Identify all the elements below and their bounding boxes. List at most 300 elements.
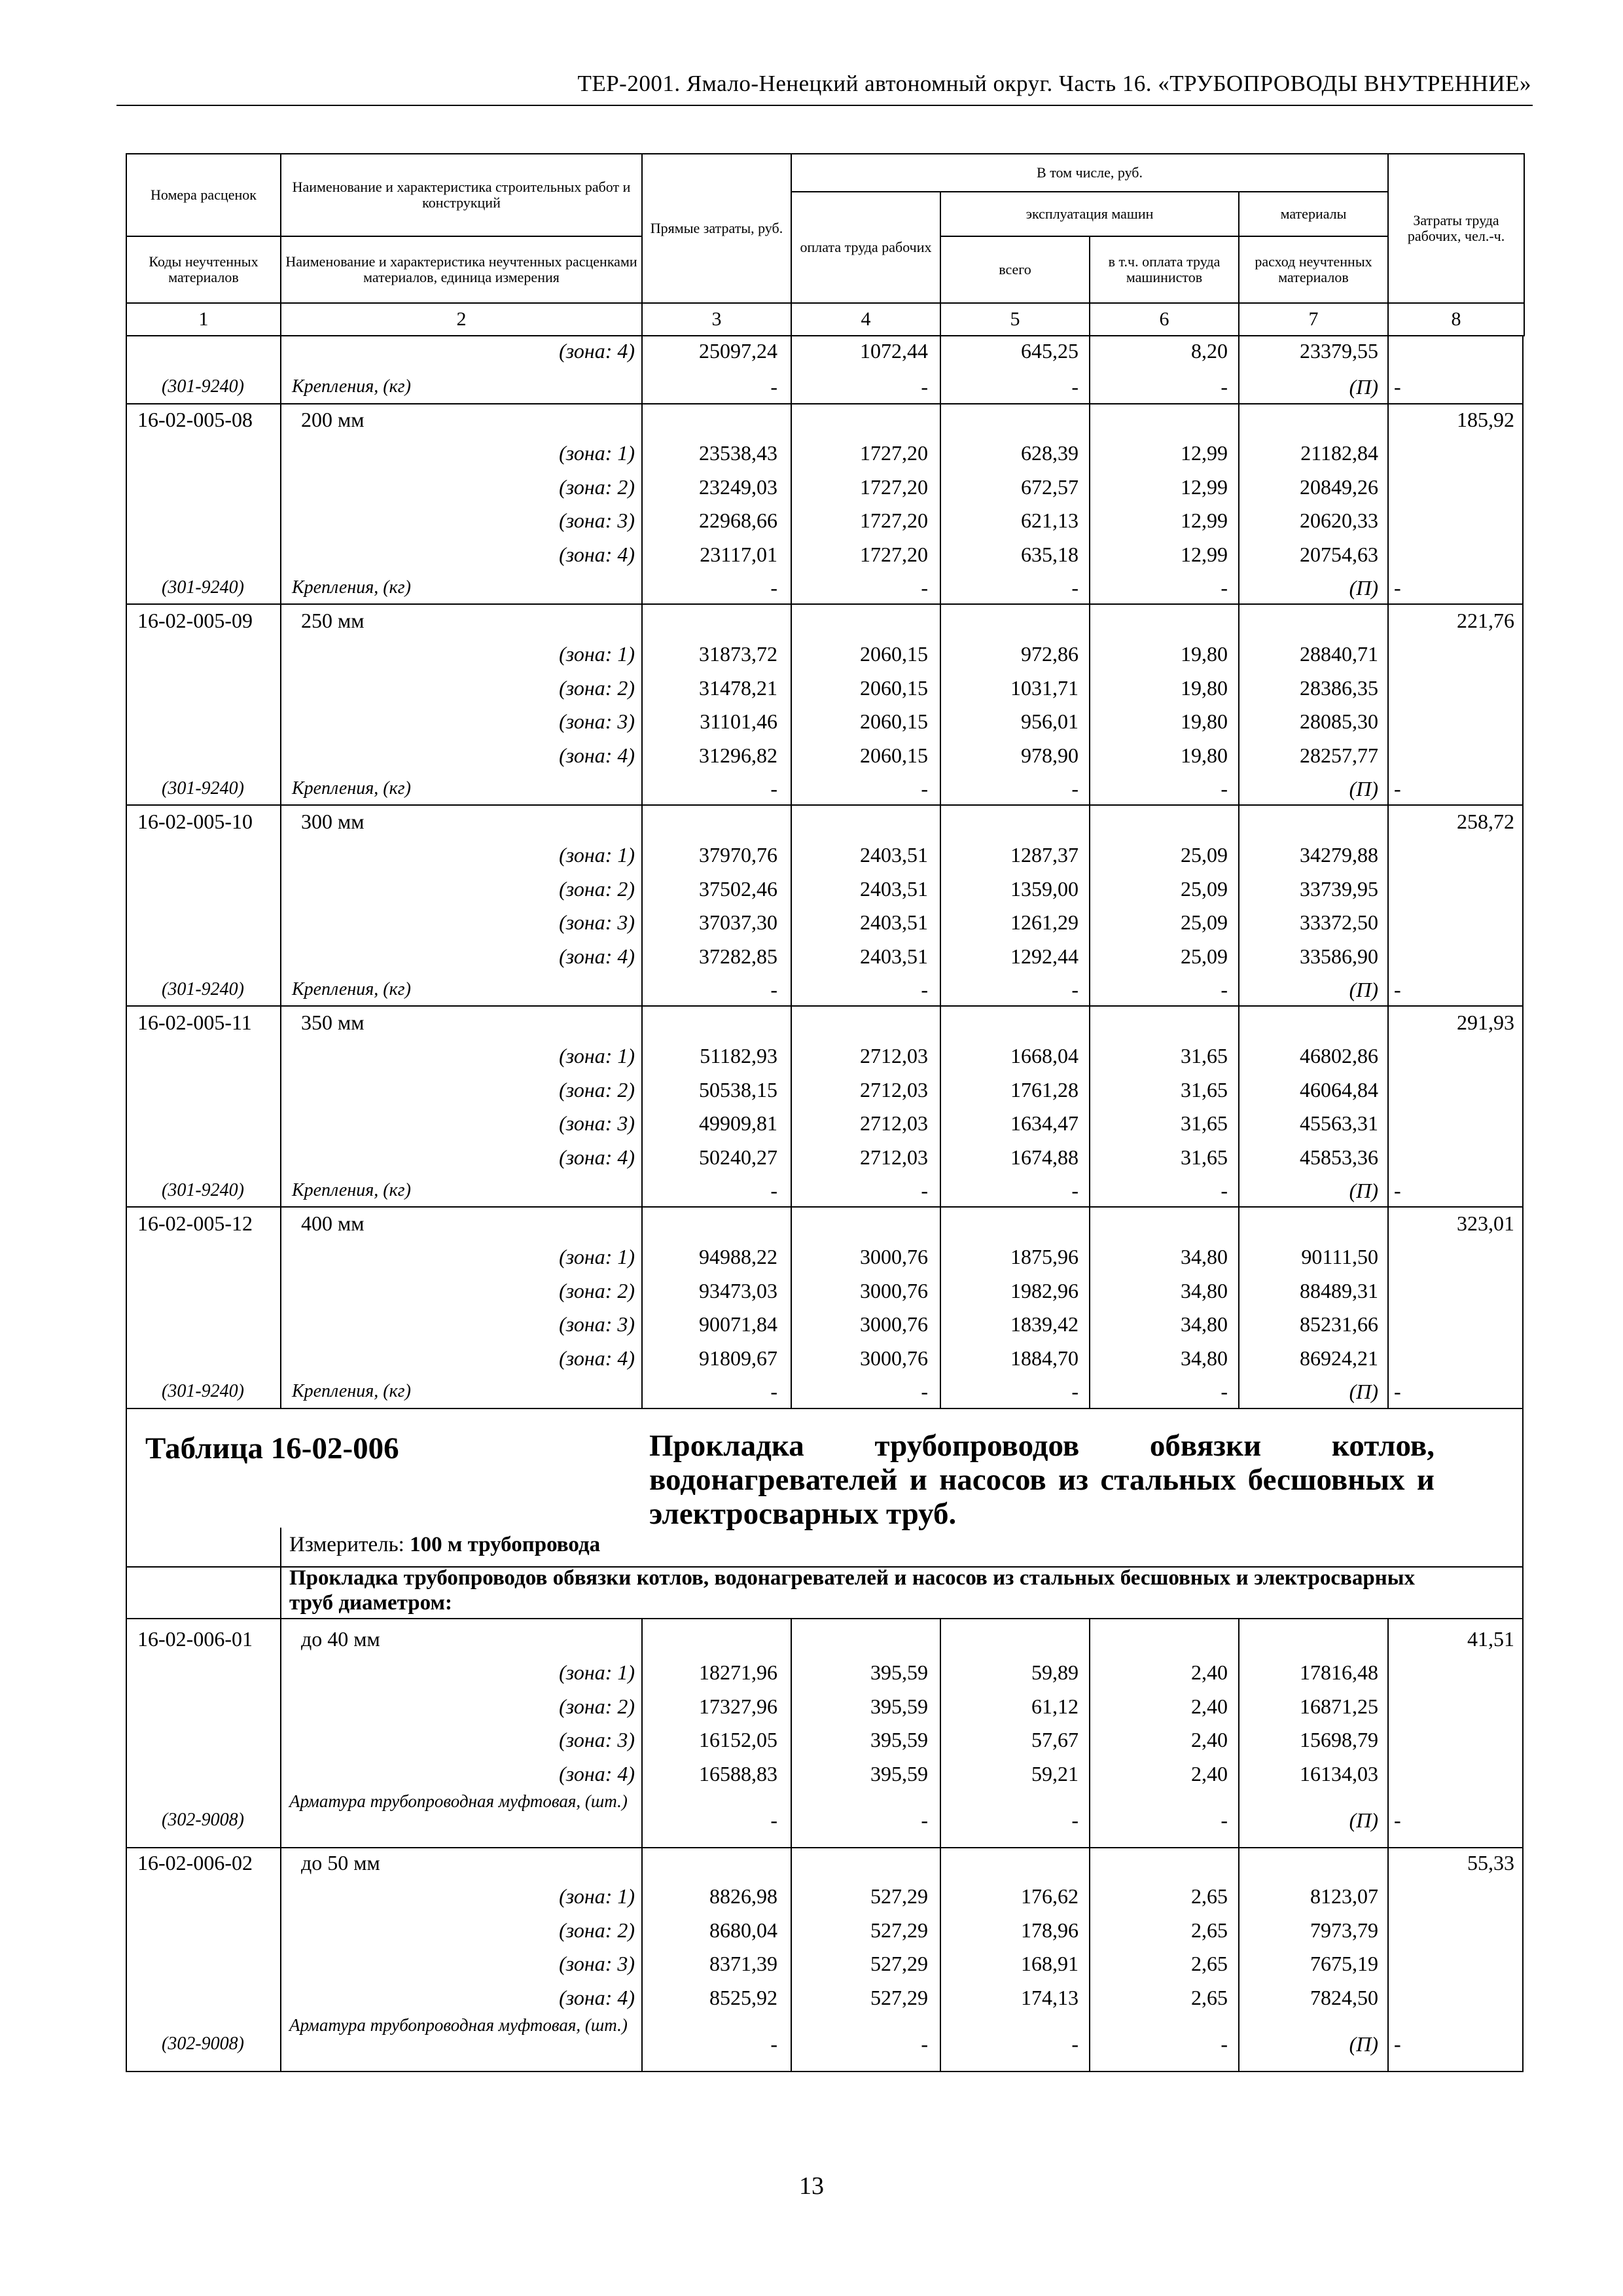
material-name: Арматура трубопроводная муфтовая, (шт.) (289, 1791, 628, 1811)
empty-dash: - (770, 1179, 777, 1202)
cost-value: 978,90 (1021, 743, 1079, 767)
cost-value: 61,12 (1031, 1694, 1079, 1718)
table-column-divider (791, 403, 792, 603)
cost-value: 31873,72 (699, 642, 777, 666)
col-code-header: Номера расценок (126, 154, 281, 236)
cost-value: 2403,51 (860, 910, 928, 935)
cost-value: 1072,44 (860, 339, 928, 363)
cost-value: 7675,19 (1310, 1952, 1378, 1976)
zone-label: (зона: 2) (559, 1278, 635, 1302)
cost-value: 7973,79 (1310, 1918, 1378, 1942)
cost-value: 12,99 (1181, 441, 1228, 465)
table-row-divider (126, 1005, 1524, 1007)
cost-value: 635,18 (1021, 542, 1079, 566)
cost-value: 2712,03 (860, 1111, 928, 1136)
table-column-divider (1387, 1005, 1389, 1206)
empty-dash: - (921, 978, 928, 1001)
cost-value: 33372,50 (1300, 910, 1378, 935)
col-number: 1 (126, 303, 281, 336)
cost-value: 37970,76 (699, 843, 777, 867)
cost-value: 25,09 (1181, 876, 1228, 901)
zone-label: (зона: 3) (559, 1111, 635, 1136)
cost-value: 19,80 (1181, 743, 1228, 767)
table-column-divider (280, 603, 281, 804)
cost-value: 25,09 (1181, 910, 1228, 935)
cost-value: 2060,15 (860, 709, 928, 734)
cost-value: 25097,24 (699, 339, 777, 363)
empty-dash: - (1071, 375, 1079, 399)
col-machines-total-header: всего (940, 236, 1090, 303)
labor-hours-value: 291,93 (1457, 1011, 1514, 1034)
table-column-divider (1387, 603, 1389, 804)
table-row-divider (126, 804, 1524, 806)
zone-label: (зона: 4) (559, 339, 635, 363)
meter-value: 100 м трубопровода (410, 1533, 601, 1556)
table-column-divider (641, 1618, 643, 1847)
cost-value: 176,62 (1021, 1884, 1079, 1909)
cost-value: 21182,84 (1300, 441, 1378, 465)
labor-hours-value: 323,01 (1457, 1211, 1514, 1235)
table-column-divider (1089, 336, 1090, 403)
cost-value: 2060,15 (860, 642, 928, 666)
table-column-divider (641, 804, 643, 1005)
table-column-divider (791, 1206, 792, 1408)
empty-dash: - (1221, 2032, 1228, 2056)
rate-code: 16-02-005-12 (137, 1211, 253, 1235)
cost-value: 16871,25 (1300, 1694, 1378, 1718)
col-number: 3 (642, 303, 791, 336)
cost-value: 3000,76 (860, 1245, 928, 1269)
rate-name: 250 мм (301, 609, 365, 632)
empty-dash: - (1221, 375, 1228, 399)
meter-label: Измеритель: (289, 1533, 404, 1556)
table-column-divider (791, 1847, 792, 2072)
cost-value: 1668,04 (1010, 1044, 1079, 1068)
cost-value: 33739,95 (1300, 876, 1378, 901)
table-column-divider (1238, 1618, 1240, 1847)
cost-value: 8,20 (1191, 339, 1228, 363)
zone-label: (зона: 4) (559, 743, 635, 767)
empty-dash: - (1394, 1380, 1401, 1403)
cost-value: 59,21 (1031, 1761, 1079, 1785)
cost-value: 2060,15 (860, 743, 928, 767)
cost-value: 31,65 (1181, 1077, 1228, 1102)
cost-value: 16152,05 (699, 1728, 777, 1752)
empty-dash: - (1394, 1179, 1401, 1202)
cost-value: 23538,43 (699, 441, 777, 465)
rate-code: 16-02-005-11 (137, 1011, 252, 1034)
cost-value: 527,29 (870, 1985, 928, 2009)
rate-code: 16-02-005-09 (137, 609, 253, 632)
table-row-divider (126, 403, 1524, 404)
empty-dash: - (1221, 978, 1228, 1001)
cost-value: 2403,51 (860, 876, 928, 901)
cost-value: 1727,20 (860, 542, 928, 566)
cost-value: 46802,86 (1300, 1044, 1378, 1068)
empty-dash: - (921, 777, 928, 800)
cost-value: 37282,85 (699, 944, 777, 968)
col-labor-header: оплата труда рабочих (791, 192, 940, 303)
cost-value: 28840,71 (1300, 642, 1378, 666)
table-column-divider (1089, 403, 1090, 603)
zone-label: (зона: 1) (559, 1884, 635, 1909)
empty-dash: - (770, 576, 777, 600)
cost-value: 3000,76 (860, 1278, 928, 1302)
cost-value: 956,01 (1021, 709, 1079, 734)
cost-value: 1287,37 (1010, 843, 1079, 867)
table-column-divider (641, 1206, 643, 1408)
table-column-divider (1089, 603, 1090, 804)
cost-value: 168,91 (1021, 1952, 1079, 1976)
zone-label: (зона: 3) (559, 1728, 635, 1752)
labor-hours-value: 41,51 (1467, 1627, 1514, 1651)
table-column-divider (1238, 403, 1240, 603)
rate-code: 16-02-006-01 (137, 1627, 253, 1651)
cost-value: 16134,03 (1300, 1761, 1378, 1785)
empty-dash: - (921, 1179, 928, 1202)
cost-value: 91809,67 (699, 1346, 777, 1370)
cost-value: 1634,47 (1010, 1111, 1079, 1136)
cost-value: 17816,48 (1300, 1660, 1378, 1685)
cost-value: 395,59 (870, 1761, 928, 1785)
table-row-divider (126, 1847, 1524, 1848)
zone-label: (зона: 3) (559, 1312, 635, 1336)
cost-value: 17327,96 (699, 1694, 777, 1718)
table-column-divider (1089, 1847, 1090, 2072)
section-description: Прокладка трубопроводов обвязки котлов, водонагревателей и насосов из стальных бесшовных и электросварных труб диаметром: (289, 1566, 1415, 1615)
cost-value: 19,80 (1181, 642, 1228, 666)
empty-dash: - (770, 777, 777, 800)
table-row-divider (126, 1408, 1524, 1409)
unaccounted-mark: (П) (1349, 1808, 1378, 1832)
table-column-divider (1387, 804, 1389, 1005)
cost-value: 1031,71 (1010, 675, 1079, 700)
cost-value: 31,65 (1181, 1111, 1228, 1136)
zone-label: (зона: 1) (559, 843, 635, 867)
table-column-divider (1238, 1206, 1240, 1408)
empty-dash: - (1394, 2032, 1401, 2056)
unaccounted-mark: (П) (1349, 576, 1378, 600)
empty-dash: - (1221, 1380, 1228, 1403)
table-column-divider (1238, 336, 1240, 403)
table-column-divider (1089, 1618, 1090, 1847)
col-number: 4 (791, 303, 940, 336)
material-code: (301-9240) (162, 1381, 244, 1401)
material-name: Крепления, (кг) (292, 1381, 411, 1401)
running-header: ТЕР-2001. Ямало-Ненецкий автономный округ. Часть 16. «ТРУБОПРОВОДЫ ВНУТРЕННИЕ» (577, 71, 1531, 96)
cost-value: 25,09 (1181, 843, 1228, 867)
col-machines-header: эксплуатация машин (940, 192, 1239, 236)
cost-value: 8826,98 (709, 1884, 777, 1909)
col-materials-header: материалы (1239, 192, 1388, 236)
empty-dash: - (1221, 1808, 1228, 1832)
cost-value: 3000,76 (860, 1346, 928, 1370)
zone-label: (зона: 3) (559, 910, 635, 935)
cost-value: 51182,93 (700, 1044, 777, 1068)
cost-value: 20754,63 (1300, 542, 1378, 566)
zone-label: (зона: 3) (559, 509, 635, 533)
empty-dash: - (770, 375, 777, 399)
table-column-divider (791, 603, 792, 804)
labor-hours-value: 221,76 (1457, 609, 1514, 632)
cost-value: 94988,22 (699, 1245, 777, 1269)
table-column-divider (641, 1005, 643, 1206)
cost-value: 2403,51 (860, 843, 928, 867)
zone-label: (зона: 1) (559, 1245, 635, 1269)
cost-value: 672,57 (1021, 475, 1079, 499)
table-column-divider (940, 336, 941, 403)
cost-value: 2,65 (1191, 1918, 1228, 1942)
table-column-divider (791, 1005, 792, 1206)
cost-value: 28257,77 (1300, 743, 1378, 767)
empty-dash: - (770, 1808, 777, 1832)
cost-value: 1359,00 (1010, 876, 1079, 901)
cost-value: 20849,26 (1300, 475, 1378, 499)
material-code: (301-9240) (162, 1180, 244, 1200)
cost-value: 178,96 (1021, 1918, 1079, 1942)
table-column-divider (940, 1847, 941, 2072)
cost-value: 527,29 (870, 1884, 928, 1909)
rate-code: 16-02-005-10 (137, 810, 253, 833)
cost-value: 1982,96 (1010, 1278, 1079, 1302)
cost-value: 45563,31 (1300, 1111, 1378, 1136)
table-column-divider (1387, 1206, 1389, 1408)
cost-value: 972,86 (1021, 642, 1079, 666)
table-column-divider (280, 403, 281, 603)
cost-value: 1839,42 (1010, 1312, 1079, 1336)
rate-name: 200 мм (301, 408, 365, 431)
col-number: 8 (1388, 303, 1524, 336)
cost-value: 59,89 (1031, 1660, 1079, 1685)
cost-value: 1884,70 (1010, 1346, 1079, 1370)
table-column-divider (280, 1206, 281, 1408)
rate-name: до 50 мм (301, 1851, 380, 1874)
cost-value: 85231,66 (1300, 1312, 1378, 1336)
rate-name: до 40 мм (301, 1627, 380, 1651)
cost-value: 34,80 (1181, 1346, 1228, 1370)
cost-value: 8680,04 (709, 1918, 777, 1942)
empty-dash: - (1071, 1380, 1079, 1403)
material-code: (301-9240) (162, 376, 244, 397)
table-column-divider (1238, 1847, 1240, 2072)
cost-value: 2403,51 (860, 944, 928, 968)
cost-value: 2060,15 (860, 675, 928, 700)
cost-value: 50240,27 (699, 1145, 777, 1169)
empty-dash: - (1221, 576, 1228, 600)
table-column-divider (1089, 804, 1090, 1005)
empty-dash: - (1221, 1179, 1228, 1202)
cost-value: 2712,03 (860, 1145, 928, 1169)
empty-dash: - (1071, 576, 1079, 600)
table-column-divider (280, 1528, 281, 1618)
cost-value: 34279,88 (1300, 843, 1378, 867)
cost-value: 20620,33 (1300, 509, 1378, 533)
material-name: Крепления, (кг) (292, 577, 411, 598)
empty-dash: - (770, 2032, 777, 2056)
cost-value: 31,65 (1181, 1145, 1228, 1169)
cost-value: 86924,21 (1300, 1346, 1378, 1370)
table-meter (289, 1533, 600, 1557)
table-column-divider (1387, 1847, 1389, 2072)
cost-value: 90071,84 (699, 1312, 777, 1336)
table-column-divider (1387, 403, 1389, 603)
cost-value: 37502,46 (699, 876, 777, 901)
unaccounted-mark: (П) (1349, 978, 1378, 1001)
empty-dash: - (1394, 576, 1401, 600)
cost-value: 88489,31 (1300, 1278, 1378, 1302)
unaccounted-mark: (П) (1349, 1179, 1378, 1202)
cost-value: 8123,07 (1310, 1884, 1378, 1909)
table-column-divider (641, 403, 643, 603)
zone-label: (зона: 2) (559, 876, 635, 901)
table-column-divider (940, 403, 941, 603)
material-code: (301-9240) (162, 979, 244, 999)
zone-label: (зона: 2) (559, 1918, 635, 1942)
table-column-divider (1238, 804, 1240, 1005)
empty-dash: - (770, 978, 777, 1001)
cost-value: 23379,55 (1300, 339, 1378, 363)
material-name: Крепления, (кг) (292, 979, 411, 999)
cost-value: 621,13 (1021, 509, 1079, 533)
zone-label: (зона: 4) (559, 542, 635, 566)
cost-value: 2,40 (1191, 1694, 1228, 1718)
labor-hours-value: 55,33 (1467, 1851, 1514, 1874)
cost-value: 25,09 (1181, 944, 1228, 968)
table-column-divider (641, 1847, 643, 2072)
table-row-divider (126, 1618, 1524, 1619)
cost-value: 16588,83 (699, 1761, 777, 1785)
material-code: (301-9240) (162, 577, 244, 598)
col-number: 5 (940, 303, 1090, 336)
cost-value: 395,59 (870, 1728, 928, 1752)
unaccounted-mark: (П) (1349, 1380, 1378, 1403)
zone-label: (зона: 4) (559, 1761, 635, 1785)
cost-value: 28085,30 (1300, 709, 1378, 734)
table-column-divider (940, 804, 941, 1005)
empty-dash: - (1394, 777, 1401, 800)
cost-value: 7824,50 (1310, 1985, 1378, 2009)
cost-value: 22968,66 (699, 509, 777, 533)
empty-dash: - (921, 1380, 928, 1403)
zone-label: (зона: 4) (559, 1985, 635, 2009)
material-name: Крепления, (кг) (292, 376, 411, 397)
table-heading: Прокладка трубопроводов обвязки котлов, водонагревателей и насосов из стальных бесшовных и электросварных труб. (649, 1429, 1435, 1531)
rate-name: 350 мм (301, 1011, 365, 1034)
cost-value: 50538,15 (699, 1077, 777, 1102)
zone-label: (зона: 1) (559, 441, 635, 465)
cost-value: 2,65 (1191, 1952, 1228, 1976)
cost-value: 90111,50 (1301, 1245, 1378, 1269)
cost-value: 2,65 (1191, 1884, 1228, 1909)
table-column-divider (280, 1005, 281, 1206)
col-name-header: Наименование и характеристика строительных работ и конструкций (281, 154, 642, 236)
empty-dash: - (770, 1380, 777, 1403)
col-machines-wages-header: в т.ч. оплата труда машинистов (1090, 236, 1239, 303)
cost-value: 28386,35 (1300, 675, 1378, 700)
table-column-divider (641, 603, 643, 804)
cost-value: 34,80 (1181, 1245, 1228, 1269)
unaccounted-mark: (П) (1349, 2032, 1378, 2056)
zone-label: (зона: 2) (559, 675, 635, 700)
empty-dash: - (1071, 978, 1079, 1001)
table-column-divider (1089, 1005, 1090, 1206)
unaccounted-mark: (П) (1349, 375, 1378, 399)
cost-value: 1727,20 (860, 509, 928, 533)
cost-value: 2,40 (1191, 1728, 1228, 1752)
cost-value: 12,99 (1181, 475, 1228, 499)
material-name: Крепления, (кг) (292, 1180, 411, 1200)
rate-code: 16-02-005-08 (137, 408, 253, 431)
empty-dash: - (921, 2032, 928, 2056)
material-code: (302-9008) (162, 1810, 244, 1830)
cost-value: 18271,96 (699, 1660, 777, 1685)
col-code-sub-header: Коды неучтенных материалов (126, 236, 281, 303)
table-column-divider (1089, 1206, 1090, 1408)
cost-value: 57,67 (1031, 1728, 1079, 1752)
cost-value: 395,59 (870, 1660, 928, 1685)
table-column-divider (940, 1618, 941, 1847)
cost-value: 34,80 (1181, 1312, 1228, 1336)
zone-label: (зона: 1) (559, 642, 635, 666)
col-including-header: В том числе, руб. (791, 154, 1388, 192)
cost-value: 19,80 (1181, 675, 1228, 700)
table-title: Таблица 16-02-006 (145, 1431, 399, 1465)
zone-label: (зона: 2) (559, 1694, 635, 1718)
rate-name: 300 мм (301, 810, 365, 833)
cost-value: 49909,81 (699, 1111, 777, 1136)
cost-value: 1261,29 (1010, 910, 1079, 935)
cost-value: 33586,90 (1300, 944, 1378, 968)
zone-label: (зона: 2) (559, 1077, 635, 1102)
cost-value: 31296,82 (699, 743, 777, 767)
material-name: Арматура трубопроводная муфтовая, (шт.) (289, 2015, 628, 2035)
col-labor-hours-header: Затраты труда рабочих, чел.-ч. (1388, 154, 1524, 303)
rate-code: 16-02-006-02 (137, 1851, 253, 1874)
col-number: 7 (1239, 303, 1388, 336)
unaccounted-mark: (П) (1349, 777, 1378, 800)
cost-value: 1727,20 (860, 441, 928, 465)
header-rule (116, 105, 1533, 106)
zone-label: (зона: 4) (559, 1346, 635, 1370)
zone-label: (зона: 3) (559, 709, 635, 734)
cost-value: 12,99 (1181, 509, 1228, 533)
cost-value: 3000,76 (860, 1312, 928, 1336)
col-materials-unaccounted-header: расход неучтенных материалов (1239, 236, 1388, 303)
cost-value: 31101,46 (700, 709, 777, 734)
cost-value: 2712,03 (860, 1044, 928, 1068)
cost-value: 19,80 (1181, 709, 1228, 734)
cost-value: 527,29 (870, 1918, 928, 1942)
cost-value: 2,40 (1191, 1660, 1228, 1685)
cost-value: 395,59 (870, 1694, 928, 1718)
cost-value: 1674,88 (1010, 1145, 1079, 1169)
material-code: (301-9240) (162, 778, 244, 798)
cost-value: 1292,44 (1010, 944, 1079, 968)
cost-value: 1761,28 (1010, 1077, 1079, 1102)
table-column-divider (791, 804, 792, 1005)
empty-dash: - (1394, 978, 1401, 1001)
cost-value: 2712,03 (860, 1077, 928, 1102)
cost-value: 2,40 (1191, 1761, 1228, 1785)
zone-label: (зона: 3) (559, 1952, 635, 1976)
rate-name: 400 мм (301, 1211, 365, 1235)
empty-dash: - (1394, 375, 1401, 399)
col-direct-header: Прямые затраты, руб. (642, 154, 791, 303)
cost-value: 15698,79 (1300, 1728, 1378, 1752)
cost-value: 31,65 (1181, 1044, 1228, 1068)
cost-value: 31478,21 (699, 675, 777, 700)
cost-value: 2,65 (1191, 1985, 1228, 2009)
